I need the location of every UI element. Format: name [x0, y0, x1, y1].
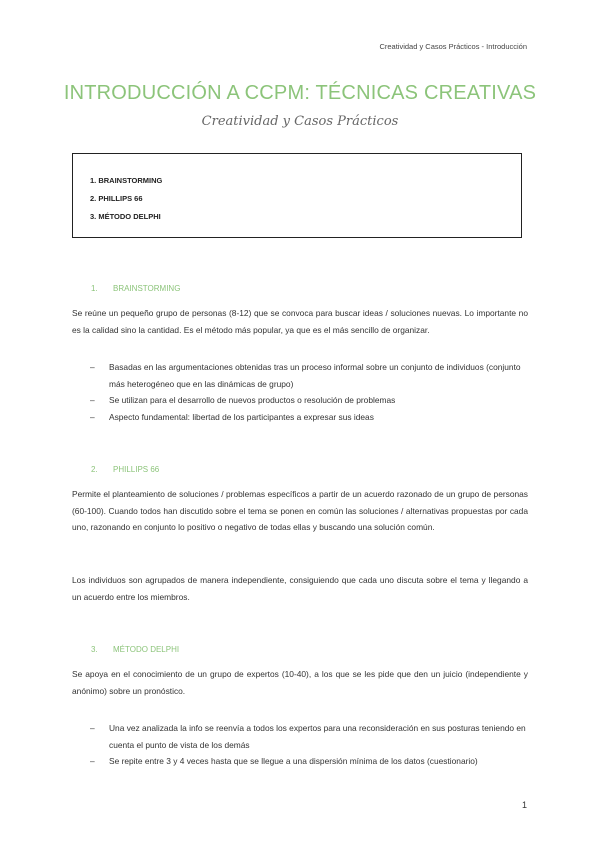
- section-heading-brainstorming: [91, 284, 180, 293]
- section-number: 1.: [91, 284, 98, 293]
- section-heading-text: BRAINSTORMING: [113, 284, 181, 293]
- running-header: Creatividad y Casos Prácticos - Introducción: [379, 42, 527, 51]
- toc-item-metodo-delphi[interactable]: 3. MÉTODO DELPHI: [90, 212, 161, 221]
- page-subtitle: Creatividad y Casos Prácticos: [201, 114, 399, 129]
- section-number: 3.: [91, 645, 98, 654]
- page-number: 1: [521, 800, 527, 810]
- list-item: – Se utilizan para el desarrollo de nuevos productos o resolución de problemas: [90, 395, 396, 405]
- bullet-list: [72, 359, 528, 425]
- toc-item-phillips-66[interactable]: 2. PHILLIPS 66: [90, 194, 143, 203]
- table-of-contents: [72, 153, 522, 238]
- list-item: – Una vez analizada la info se reenvía a todos los expertos para una reconsideración en sus posturas teniendo en cuenta el punto de vista de los demás: [90, 723, 526, 750]
- paragraph: Se apoya en el conocimiento de un grupo de expertos (10-40), a los que se les pide que den un juicio (independiente y anónimo) sobre un pronóstico.: [72, 669, 528, 696]
- page-title: INTRODUCCIÓN A CCPM: TÉCNICAS CREATIVAS: [63, 82, 537, 104]
- list-item: – Se repite entre 3 y 4 veces hasta que se llegue a una dispersión mínima de los datos (cuestionario): [90, 756, 478, 766]
- list-item: – Basadas en las argumentaciones obtenidas tras un proceso informal sobre un conjunto de individuos (conjunto más heterogéneo que en las dinámicas de grupo): [90, 362, 521, 389]
- section-heading-text: MÉTODO DELPHI: [113, 645, 180, 654]
- section-heading-phillips-66: [91, 465, 159, 474]
- section-heading-metodo-delphi: [91, 645, 179, 654]
- list-item: – Aspecto fundamental: libertad de los participantes a expresar sus ideas: [90, 411, 374, 422]
- section-heading-text: PHILLIPS 66: [113, 465, 160, 474]
- paragraph: Se reúne un pequeño grupo de personas (8-12) que se convoca para buscar ideas / soluciones nuevas. Lo importante no es la calidad sino la cantidad. Es el método más popular, ya que es el más sencillo de organizar.: [72, 308, 528, 335]
- toc-item-brainstorming[interactable]: 1. BRAINSTORMING: [90, 176, 163, 185]
- paragraph: Los individuos son agrupados de manera independiente, consiguiendo que cada uno discuta sobre el tema y llegando a un acuerdo entre los miembros.: [72, 575, 528, 602]
- bullet-list: [72, 720, 528, 770]
- section-number: 2.: [91, 465, 98, 474]
- paragraph: Permite el planteamiento de soluciones / problemas específicos a partir de un acuerdo razonado de un grupo de personas (60-100). Cuando todos han discutido sobre el tema se ponen en común las soluciones / alternativas propuestas por cada uno, razonando en conjunto lo positivo o negativo de todas ellas y buscando una solución común.: [72, 489, 528, 532]
